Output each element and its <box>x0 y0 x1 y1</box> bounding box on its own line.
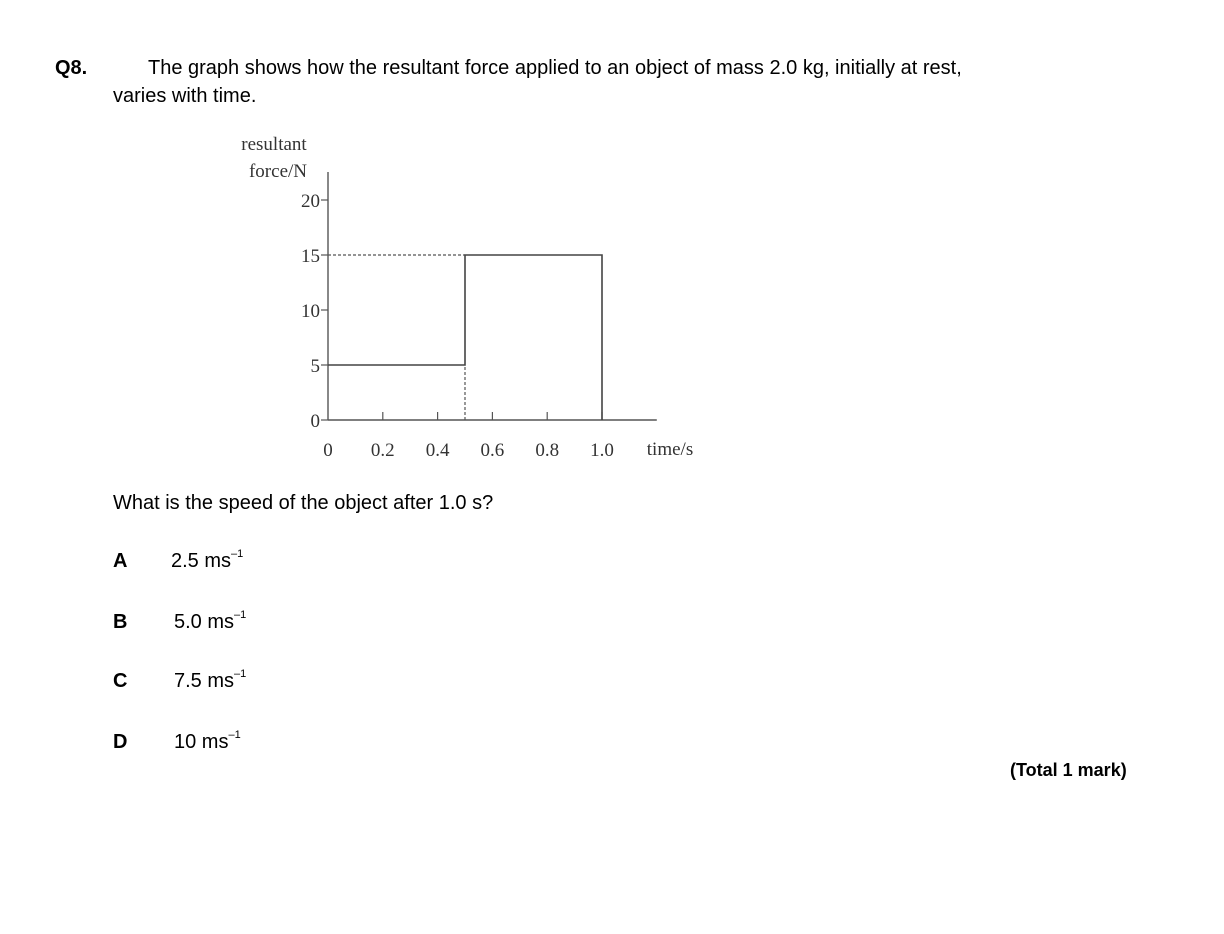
option-value: 10 $ms^{-1}$ <box>174 729 241 753</box>
option-letter: C <box>113 670 128 692</box>
option-value: 5.0 $ms^{-1}$ <box>174 609 247 633</box>
x-tick-label: 1.0 <box>590 440 614 461</box>
question-text-line-2: varies with time. <box>113 85 257 107</box>
option-letter: D <box>113 731 128 753</box>
x-tick-label: 0.4 <box>425 440 450 461</box>
option-value: 2.5 $ms^{-1}$ <box>171 548 244 572</box>
option-a[interactable] <box>113 548 244 573</box>
x-tick-label: 0.2 <box>370 440 395 461</box>
question-text-line-1: The graph shows how the resultant force applied to an object of mass 2.0 kg, initially at rest, <box>148 57 962 79</box>
option-letter: A <box>113 550 128 572</box>
x-axis-label: time/s <box>646 439 694 460</box>
x-tick-label: 0 <box>323 440 333 461</box>
option-letter: B <box>113 611 128 633</box>
y-tick-label: 0 <box>310 411 320 432</box>
option-b[interactable] <box>113 609 247 634</box>
question-number: Q8. <box>55 57 88 79</box>
y-axis-label-line-1: resultant <box>241 134 307 155</box>
question-prompt: What is the speed of the object after 1.0 s? <box>113 492 494 514</box>
x-tick-label: 0.8 <box>535 440 560 461</box>
y-axis-label-line-2: force/N <box>248 161 308 182</box>
y-tick-label: 20 <box>301 191 320 212</box>
y-tick-label: 5 <box>310 356 320 377</box>
option-value: 7.5 $ms^{-1}$ <box>174 668 247 692</box>
option-d[interactable] <box>113 729 241 754</box>
y-tick-label: 15 <box>301 246 320 267</box>
y-tick-label: 10 <box>301 301 320 322</box>
total-mark: (Total 1 mark) <box>1010 760 1127 780</box>
option-c[interactable] <box>113 668 247 693</box>
force-series-line <box>328 255 602 420</box>
x-tick-label: 0.6 <box>480 440 505 461</box>
